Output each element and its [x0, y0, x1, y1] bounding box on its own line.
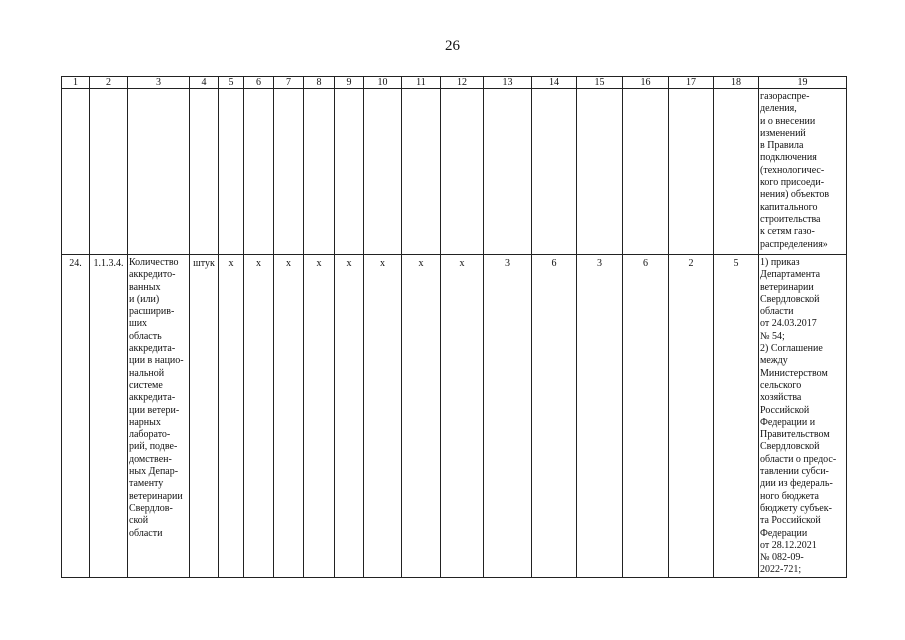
cell-text-line: ных Депар-	[129, 466, 179, 478]
table-cell	[364, 89, 402, 255]
cell-text-line: и о внесении	[760, 115, 816, 127]
cell-text-line: ветеринарии	[129, 490, 183, 502]
value-cell-8: x	[304, 255, 335, 578]
cell-text-line: ской	[129, 515, 149, 527]
table-cell	[402, 89, 441, 255]
column-header: 14	[532, 77, 577, 89]
cell-text-line: изменений	[760, 127, 806, 139]
table-cell	[577, 89, 623, 255]
value-cell-12: x	[441, 255, 484, 578]
table-row-continuation	[62, 89, 847, 255]
table-cell	[623, 89, 669, 255]
column-header: 17	[669, 77, 714, 89]
cell-text-line: домствен-	[129, 453, 172, 465]
cell-text-line: область	[129, 330, 162, 342]
cell-text-line: системе	[129, 379, 163, 391]
cell-text-line: строительства	[760, 213, 821, 225]
value-cell-13: 3	[484, 255, 532, 578]
cell-text-line: Департамента	[760, 269, 821, 281]
cell-text-line: та Российской	[760, 515, 821, 527]
cell-text-line: ции в нацио-	[129, 355, 184, 367]
value-cell-18: 5	[714, 255, 759, 578]
cell-text-line: подключения	[760, 152, 817, 164]
cell-text-line: расширив-	[129, 306, 175, 318]
value-cell-17: 2	[669, 255, 714, 578]
value-cell-7: x	[274, 255, 304, 578]
cell-text-line: деления,	[760, 103, 797, 115]
table-cell	[62, 89, 90, 255]
column-header: 15	[577, 77, 623, 89]
cell-text-line: 2) Соглашение	[760, 343, 823, 355]
cell-text-line: от 24.03.2017	[760, 318, 817, 330]
cell-text-line: лаборато-	[129, 429, 171, 441]
cell-text-line: ванных	[129, 281, 161, 293]
cell-text-line: сельского	[760, 379, 802, 391]
row-code-cell: 1.1.3.4.	[90, 255, 128, 578]
cell-text-line: № 54;	[760, 330, 785, 342]
column-header: 13	[484, 77, 532, 89]
column-header: 7	[274, 77, 304, 89]
cell-text-line: 2022-721;	[760, 564, 802, 576]
cell-text-line: дии из федераль-	[760, 478, 833, 490]
cell-text-line: Российской	[760, 404, 810, 416]
indicators-table	[61, 76, 847, 578]
column-header: 2	[90, 77, 128, 89]
cell-text-line: распределения»	[760, 238, 828, 250]
table-cell	[190, 89, 219, 255]
value-cell-5: x	[219, 255, 244, 578]
table-cell	[441, 89, 484, 255]
column-header: 3	[128, 77, 190, 89]
cell-text-line: № 082-09-	[760, 552, 804, 564]
cell-text-line: к сетям газо-	[760, 226, 815, 238]
table-cell	[128, 89, 190, 255]
column-header: 16	[623, 77, 669, 89]
cell-text-line: аккредита-	[129, 392, 176, 404]
column-header: 19	[759, 77, 847, 89]
cell-text-line: Федерации	[760, 527, 808, 539]
cell-text-line: в Правила	[760, 140, 804, 152]
cell-text-line: области	[760, 306, 794, 318]
value-cell-15: 3	[577, 255, 623, 578]
table-cell	[219, 89, 244, 255]
legal-basis-cell	[759, 89, 847, 255]
cell-text-line: нарных	[129, 416, 161, 428]
value-cell-6: x	[244, 255, 274, 578]
value-cell-9: x	[335, 255, 364, 578]
column-header: 12	[441, 77, 484, 89]
page-number: 26	[445, 38, 460, 54]
table-cell	[532, 89, 577, 255]
table-cell	[714, 89, 759, 255]
cell-text-line: и (или)	[129, 293, 160, 305]
cell-text-line: ших	[129, 318, 148, 330]
legal-basis-cell	[759, 255, 847, 578]
column-header: 18	[714, 77, 759, 89]
cell-text-line: ветеринарии	[760, 281, 814, 293]
column-header: 1	[62, 77, 90, 89]
cell-text-line: рий, подве-	[129, 441, 178, 453]
cell-text-line: таменту	[129, 478, 164, 490]
column-header-row	[62, 77, 847, 89]
column-header: 8	[304, 77, 335, 89]
table-cell	[335, 89, 364, 255]
table-cell	[90, 89, 128, 255]
table-cell	[244, 89, 274, 255]
cell-text-line: газораспре-	[760, 91, 810, 102]
unit-cell: штук	[190, 255, 219, 578]
table-cell	[484, 89, 532, 255]
table-row-24	[62, 255, 847, 578]
cell-text-line: аккредито-	[129, 269, 176, 281]
cell-text-line: Свердлов-	[129, 502, 173, 514]
cell-text-line: хозяйства	[760, 392, 802, 404]
value-cell-16: 6	[623, 255, 669, 578]
cell-text-line: Федерации и	[760, 416, 816, 428]
value-cell-11: x	[402, 255, 441, 578]
column-header: 9	[335, 77, 364, 89]
cell-text-line: Свердловской	[760, 441, 820, 453]
cell-text-line: (технологичес-	[760, 164, 825, 176]
cell-text-line: ного бюджета	[760, 490, 819, 502]
cell-text-line: Свердловской	[760, 293, 820, 305]
value-cell-10: x	[364, 255, 402, 578]
cell-text-line: от 28.12.2021	[760, 539, 817, 551]
cell-text-line: ции ветери-	[129, 404, 180, 416]
row-number-cell: 24.	[62, 255, 90, 578]
table-cell	[304, 89, 335, 255]
column-header: 11	[402, 77, 441, 89]
cell-text-line: Министерством	[760, 367, 828, 379]
column-header: 10	[364, 77, 402, 89]
cell-text-line: бюджету субъек-	[760, 502, 832, 514]
cell-text-line: тавлении субси-	[760, 466, 829, 478]
column-header: 4	[190, 77, 219, 89]
cell-text-line: области	[129, 527, 163, 539]
cell-text-line: нальной	[129, 367, 165, 379]
column-header: 5	[219, 77, 244, 89]
cell-text-line: аккредита-	[129, 343, 176, 355]
cell-text-line: кого присоеди-	[760, 177, 825, 189]
cell-text-line: области о предос-	[760, 453, 837, 465]
cell-text-line: нения) объектов	[760, 189, 830, 201]
table-cell	[274, 89, 304, 255]
cell-text-line: между	[760, 355, 788, 367]
column-header: 6	[244, 77, 274, 89]
cell-text-line: Правительством	[760, 429, 830, 441]
table-cell	[669, 89, 714, 255]
cell-text-line: 1) приказ	[760, 257, 800, 268]
cell-text-line: Количество	[129, 257, 179, 268]
value-cell-14: 6	[532, 255, 577, 578]
indicator-name-cell	[128, 255, 190, 578]
cell-text-line: капитального	[760, 201, 818, 213]
